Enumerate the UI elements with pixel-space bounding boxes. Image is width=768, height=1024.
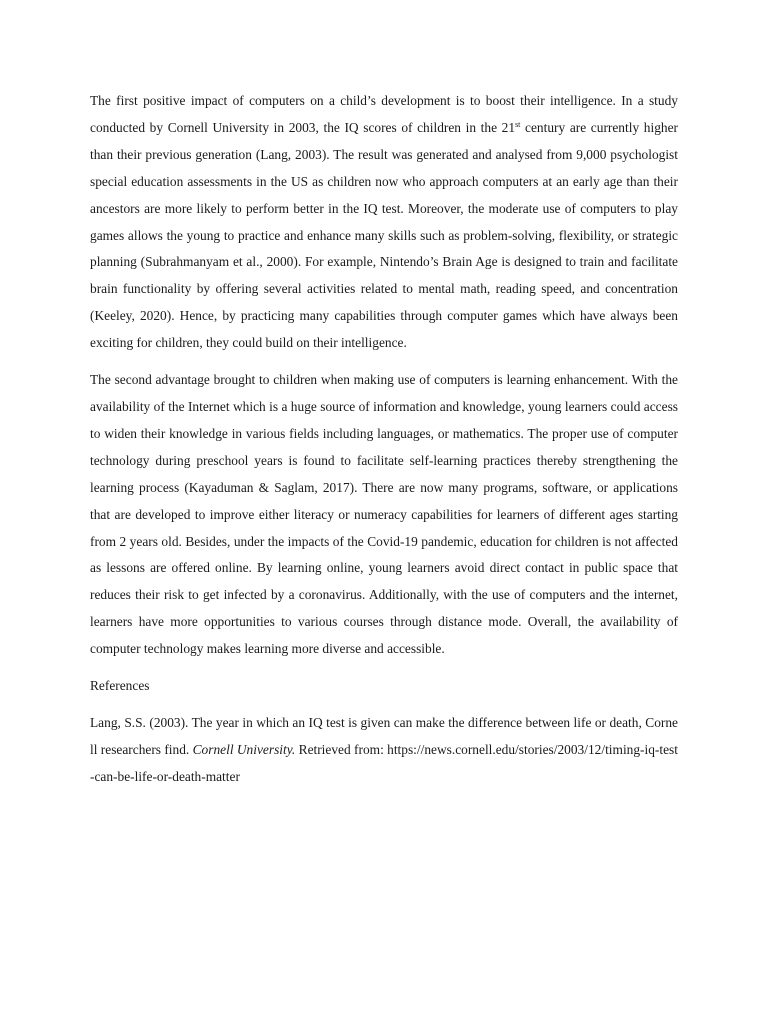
references-heading: References [90,678,150,694]
ordinal-suffix: st [515,119,521,129]
document-page [90,88,678,791]
reference-url[interactable]: https://news.cornell.edu/stories/2003/12/timing-iq-test-can-be-life-or-death-matter [90,741,678,784]
paragraph-text-part: century are currently higher than their previous generation (Lang, 2003). The result was generated and analysed from 9,000 psychologist special education assessments in the US as children now who approach computers at an early age than their ancestors are more likely to perform better in the IQ test. Moreover, the moderate use of computers to play games allows the young to practice and enhance many skills such as problem-solving, flexibility, or strategic planning (Subrahmanyam et al., 2000). For example, Nintendo’s Brain Age is designed to train and facilitate brain functionality by offering several activities related to mental math, reading speed, and concentration (Keeley, 2020). Hence, by practicing many capabilities through computer games which have always been exciting for children, they could build on their intelligence. [90,119,678,351]
reference-entry [90,710,678,791]
paragraph-intelligence [90,88,678,357]
reference-retrieved: Retrieved from: [295,741,388,757]
paragraph-text-part: The first positive impact of computers on a child’s development is to boost their intelligence. In a study conducted by Cornell University in 2003, the IQ scores of children in the 21 [90,93,678,135]
reference-source: Cornell University. [192,741,296,757]
paragraph-learning: The second advantage brought to children when making use of computers is learning enhancement. With the availability of the Internet which is a huge source of information and knowledge, young learners could access to widen their knowledge in various fields including languages, or mathematics. The proper use of computer technology during preschool years is found to facilitate self-learning practices thereby strengthening the learning process (Kayaduman & Saglam, 2017). There are now many programs, software, or applications that are developed to improve either literacy or numeracy capabilities for learners of different ages starting from 2 years old. Besides, under the impacts of the Covid-19 pandemic, education for children is not affected as lessons are offered online. By learning online, young learners avoid direct contact in public space that reduces their risk to get infected by a coronavirus. Additionally, with the use of computers and the internet, learners have more opportunities to various courses through distance mode. Overall, the availability of computer technology makes learning more diverse and accessible. [90,372,678,657]
reference-lead: Lang, S.S. (2003). The year in which an IQ test is given can make the difference between life or death, Cornell researchers find. [90,714,678,757]
